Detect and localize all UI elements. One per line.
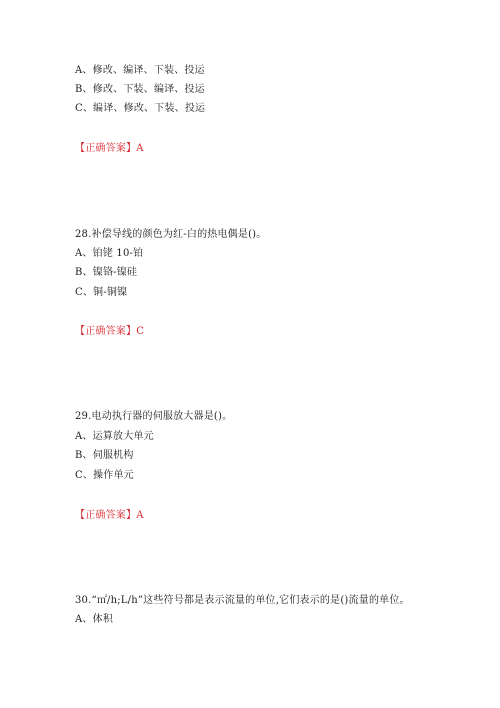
q29-correct-answer: 【正确答案】A: [75, 510, 144, 521]
q27-option-c: C、编译、修改、下装、投运: [75, 103, 206, 114]
q28-option-a: A、铂铑 10-铂: [75, 248, 144, 259]
q29-option-c: C、操作单元: [75, 470, 134, 481]
q28-option-c: C、铜-铜镍: [75, 287, 128, 298]
q28-question: 28.补偿导线的颜色为红-白的热电偶是()。: [75, 229, 267, 240]
q27-option-b: B、修改、下装、编译、投运: [75, 84, 205, 95]
q28-correct-answer: 【正确答案】C: [75, 326, 145, 337]
q29-option-a: A、运算放大单元: [75, 431, 154, 442]
q29-option-b: B、伺服机构: [75, 450, 134, 461]
q27-option-a: A、修改、编译、下装、投运: [75, 65, 205, 76]
q30-question: 30.“㎡/h;L/h”这些符号都是表示流量的单位,它们表示的是()流量的单位。: [75, 595, 410, 606]
q29-question: 29.电动执行器的伺服放大器是()。: [75, 411, 233, 422]
q27-correct-answer: 【正确答案】A: [75, 143, 144, 154]
q30-option-a: A、体积: [75, 614, 114, 625]
q28-option-b: B、镍铬-镍硅: [75, 267, 138, 278]
